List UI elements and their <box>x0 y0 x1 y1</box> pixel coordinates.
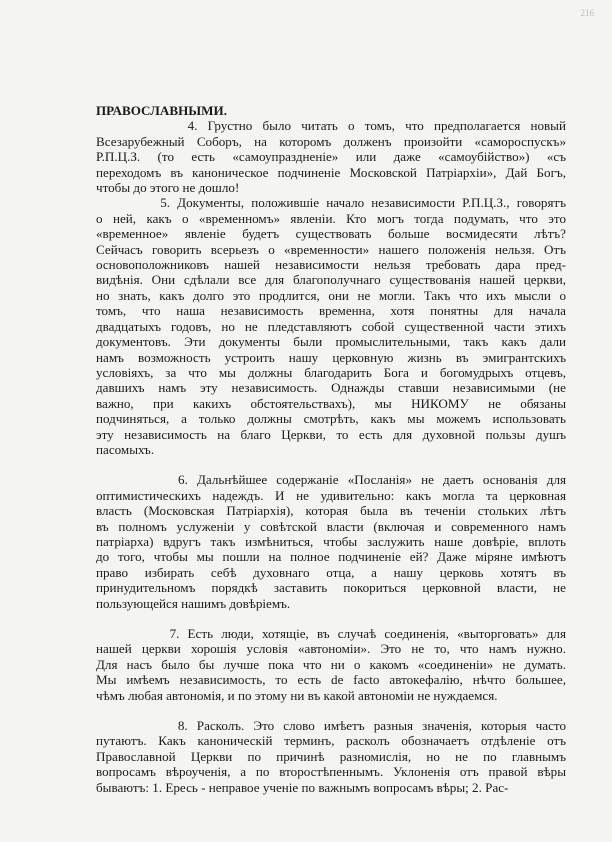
text-line: подчиняться, а только должны смотрѣть, какъ мы можемъ использовать <box>96 411 566 427</box>
text-line: до того, чтобы мы пошли на полное подчиненіе ей? Даже міряне имѣютъ <box>96 549 566 565</box>
text-line: о ней, какъ о «временномъ» явленіи. Кто могъ тогда подумать, что это <box>96 210 566 226</box>
text-line: томъ, что наша независимость временна, хотя понятны для начала <box>96 303 566 319</box>
paragraph-4 <box>96 118 566 195</box>
paragraph-5 <box>96 195 566 457</box>
text-line: пасомыхъ. <box>96 441 155 457</box>
text-line: пользующейся нашимъ довѣріемъ. <box>96 595 291 611</box>
text-line: документовъ. Эти документы были промыслительными, такъ какъ дали <box>96 334 566 350</box>
text-line: бываютъ: 1. Ересь - неправое ученіе по важнымъ вопросамъ вѣры; 2. Рас- <box>96 779 509 795</box>
text-line: Для насъ было бы лучше пока что ни о какомъ «соединеніи» не думать. <box>96 656 566 672</box>
text-line: право избирать себѣ духовнаго отца, а нашу церковь хотятъ въ <box>96 564 566 580</box>
text-line: 6. Дальнѣйшее содержаніе «Посланія» не даетъ основанія для <box>96 472 566 488</box>
document-body <box>96 118 566 795</box>
text-line: Сейчасъ говорить всерьезъ о «временности» нашего положенія нельзя. Отъ <box>96 241 566 257</box>
text-line: эту независимость на благо Церкви, то есть для духовной пользы душъ <box>96 426 566 442</box>
text-line: чтобы до этого не дошло! <box>96 180 240 196</box>
section-heading: ПРАВОСЛАВНЫМИ. <box>96 103 227 118</box>
text-line: въ полномъ услуженіи у совѣтской власти (включая и современного намъ <box>96 518 566 534</box>
text-line: Р.П.Ц.З. (то есть «самоупраздненіе» или даже «самоубійство») «съ <box>96 149 566 165</box>
text-line: 5. Документы, положившіе начало независимости Р.П.Ц.З., говорятъ <box>96 195 566 211</box>
text-line: 4. Грустно было читать о томъ, что предполагается новый <box>96 118 566 134</box>
text-line: двадцатыхъ годовъ, но не пледставляютъ собой существенной части этихъ <box>96 318 566 334</box>
paragraph-6 <box>96 472 566 611</box>
text-line: вопросамъ вѣроученія, а по второстѣпеннымъ. Уклоненія отъ правой вѣры <box>96 764 566 780</box>
page-number-mark: 216 <box>580 8 594 18</box>
paragraph-7 <box>96 626 566 703</box>
paragraph-8 <box>96 718 566 795</box>
text-line: 8. Расколъ. Это слово имѣетъ разныя значенія, которыя часто <box>96 718 566 734</box>
text-line: Мы имѣемъ независимость, то есть de facto автокефалію, нѣчто большее, <box>96 672 566 688</box>
text-line: нашей церкви хорошія условія «автономіи». Это не то, что намъ нужно. <box>96 641 566 657</box>
text-line: намъ возможность устроить нашу церковную жизнь въ эмигрантскихъ <box>96 349 566 365</box>
text-line: основоположниковъ нашей независимости нельзя требовать дара пред- <box>96 257 566 273</box>
text-line: принудительномъ порядкѣ заставить покориться церковной власти, не <box>96 580 566 596</box>
text-line: условіяхъ, за что мы должны благодарить Бога и богомудрыхъ отцевъ, <box>96 364 566 380</box>
text-line: давшихъ намъ эту независимость. Однажды ставши независимыми (не <box>96 380 566 396</box>
text-line: переходомъ въ каноническое подчиненіе Московской Патріархіи», Дай Богъ, <box>96 164 566 180</box>
text-line: Православной Церкви по причинѣ разномислія, но не по главнымъ <box>96 748 566 764</box>
text-line: Всезарубежный Соборъ, на которомъ долженъ произойти «самороспускъ» <box>96 133 566 149</box>
text-line: видѣнія. Они сдѣлали все для благополучнаго существованія нашей церкви, <box>96 272 566 288</box>
text-line: оптимистическихъ надеждъ. И не удивительно: какъ могла та церковная <box>96 487 566 503</box>
text-line: патріарха) вдругъ такъ измѣниться, чтобы заслужить наше довѣріе, вплоть <box>96 533 566 549</box>
text-line: важно, при какихъ обстоятельствахъ), мы НИКОМУ не обязаны <box>96 395 566 411</box>
paragraph-gap <box>96 703 566 718</box>
text-line: 7. Есть люди, хотящіе, въ случаѣ соединенія, «выторговать» для <box>96 626 566 641</box>
paragraph-gap <box>96 457 566 472</box>
paragraph-gap <box>96 611 566 626</box>
text-line: путаютъ. Какъ каноническій терминъ, расколъ обозначаетъ отдѣленіе отъ <box>96 733 566 749</box>
text-line: но знать, какъ долго это продлится, они не могли. Такъ что ихъ мысли о <box>96 287 566 303</box>
text-line: «временное» явленіе будетъ существовать больше восмидесяти лѣтъ? <box>96 226 566 242</box>
document-page <box>96 103 566 795</box>
text-line: власть (Московская Патріархія), которая была въ теченіи стольких лѣтъ <box>96 503 566 519</box>
text-line: чѣмъ любая автономія, и по этому ни въ какой автономіи не нуждаемся. <box>96 687 498 703</box>
